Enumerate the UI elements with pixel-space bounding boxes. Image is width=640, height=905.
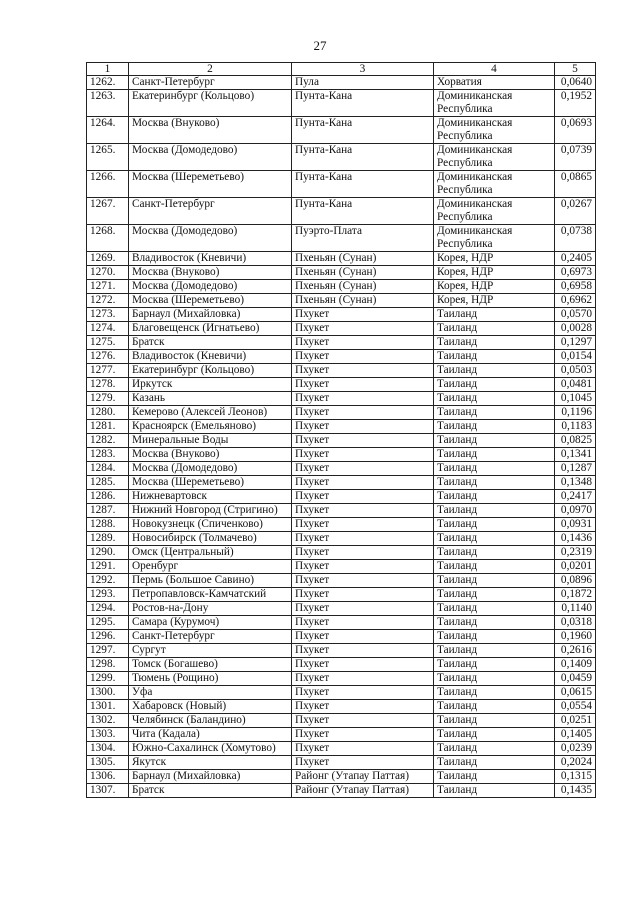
table-row [87,378,596,392]
coefficient-value: 0,0554 [555,700,596,714]
destination-country: Таиланд [434,658,555,672]
destination-country: Таиланд [434,672,555,686]
coefficient-value: 0,6962 [555,294,596,308]
departure-airport: Владивосток (Кневичи) [129,350,292,364]
destination-city: Пхукет [292,672,434,686]
table-row [87,728,596,742]
destination-country: Таиланд [434,574,555,588]
departure-airport: Пермь (Большое Савино) [129,574,292,588]
destination-country: Хорватия [434,76,555,90]
departure-airport: Ростов-на-Дону [129,602,292,616]
table-row [87,630,596,644]
destination-country: Таиланд [434,406,555,420]
table-row [87,672,596,686]
coefficient-value: 0,0865 [555,171,596,198]
destination-country: Корея, НДР [434,266,555,280]
row-number: 1298. [87,658,129,672]
table-row [87,532,596,546]
destination-country: Таиланд [434,476,555,490]
departure-airport: Сургут [129,644,292,658]
destination-city: Пхукет [292,434,434,448]
departure-airport: Москва (Домодедово) [129,225,292,252]
table-row [87,406,596,420]
destination-country: Доминиканская Республика [434,225,555,252]
destination-country: Таиланд [434,518,555,532]
row-number: 1265. [87,144,129,171]
table-row [87,198,596,225]
coefficient-value: 0,0028 [555,322,596,336]
table-row [87,350,596,364]
coefficient-value: 0,0239 [555,742,596,756]
row-number: 1295. [87,616,129,630]
table-row [87,588,596,602]
table-row [87,476,596,490]
table-row [87,504,596,518]
destination-country: Таиланд [434,560,555,574]
departure-airport: Самара (Курумоч) [129,616,292,630]
destination-country: Таиланд [434,308,555,322]
table-row [87,770,596,784]
table-row [87,546,596,560]
coefficient-value: 0,0570 [555,308,596,322]
row-number: 1285. [87,476,129,490]
destination-city: Пхукет [292,490,434,504]
destination-country: Таиланд [434,532,555,546]
coefficient-value: 0,0693 [555,117,596,144]
column-header: 4 [434,63,555,76]
coefficient-value: 0,0825 [555,434,596,448]
destination-city: Пунта-Кана [292,144,434,171]
departure-airport: Москва (Домодедово) [129,280,292,294]
coefficient-value: 0,2405 [555,252,596,266]
table-row [87,420,596,434]
row-number: 1296. [87,630,129,644]
coefficient-value: 0,0931 [555,518,596,532]
row-number: 1294. [87,602,129,616]
table-header-row [87,63,596,76]
coefficient-value: 0,1348 [555,476,596,490]
destination-country: Таиланд [434,588,555,602]
table-row [87,462,596,476]
table-row [87,434,596,448]
table-body [87,76,596,798]
coefficient-value: 0,0970 [555,504,596,518]
row-number: 1290. [87,546,129,560]
coefficient-value: 0,1436 [555,532,596,546]
destination-city: Пунта-Кана [292,90,434,117]
row-number: 1274. [87,322,129,336]
coefficient-value: 0,0739 [555,144,596,171]
destination-city: Пунта-Кана [292,171,434,198]
departure-airport: Москва (Внуково) [129,117,292,144]
row-number: 1303. [87,728,129,742]
destination-city: Пхеньян (Сунан) [292,252,434,266]
row-number: 1269. [87,252,129,266]
departure-airport: Екатеринбург (Кольцово) [129,90,292,117]
row-number: 1292. [87,574,129,588]
destination-city: Пхукет [292,546,434,560]
destination-country: Доминиканская Республика [434,198,555,225]
departure-airport: Казань [129,392,292,406]
row-number: 1272. [87,294,129,308]
destination-city: Пунта-Кана [292,117,434,144]
departure-airport: Томск (Богашево) [129,658,292,672]
departure-airport: Москва (Шереметьево) [129,476,292,490]
destination-country: Таиланд [434,364,555,378]
destination-country: Таиланд [434,728,555,742]
destination-city: Пхукет [292,448,434,462]
destination-city: Пхукет [292,588,434,602]
table-row [87,742,596,756]
destination-city: Пхукет [292,350,434,364]
destination-country: Таиланд [434,770,555,784]
row-number: 1278. [87,378,129,392]
row-number: 1275. [87,336,129,350]
coefficient-value: 0,0267 [555,198,596,225]
coefficient-value: 0,1341 [555,448,596,462]
coefficient-value: 0,0896 [555,574,596,588]
row-number: 1281. [87,420,129,434]
table-row [87,616,596,630]
departure-airport: Кемерово (Алексей Леонов) [129,406,292,420]
departure-airport: Нижний Новгород (Стригино) [129,504,292,518]
row-number: 1284. [87,462,129,476]
row-number: 1273. [87,308,129,322]
destination-country: Корея, НДР [434,252,555,266]
table-row [87,266,596,280]
table-row [87,117,596,144]
destination-city: Пхукет [292,364,434,378]
table-row [87,574,596,588]
destination-country: Таиланд [434,630,555,644]
destination-country: Таиланд [434,336,555,350]
coefficient-value: 0,6958 [555,280,596,294]
departure-airport: Братск [129,784,292,798]
destination-country: Таиланд [434,616,555,630]
coefficient-value: 0,2417 [555,490,596,504]
column-header: 3 [292,63,434,76]
table-row [87,658,596,672]
departure-airport: Москва (Домодедово) [129,462,292,476]
destination-city: Пхукет [292,462,434,476]
departure-airport: Новокузнецк (Спиченково) [129,518,292,532]
departure-airport: Москва (Шереметьево) [129,294,292,308]
destination-city: Пхукет [292,728,434,742]
destination-city: Пуэрто-Плата [292,225,434,252]
destination-city: Пхукет [292,574,434,588]
coefficient-value: 0,2024 [555,756,596,770]
row-number: 1307. [87,784,129,798]
column-header: 1 [87,63,129,76]
departure-airport: Санкт-Петербург [129,198,292,225]
destination-country: Таиланд [434,504,555,518]
destination-city: Пхеньян (Сунан) [292,280,434,294]
coefficient-value: 0,1405 [555,728,596,742]
coefficient-value: 0,1183 [555,420,596,434]
departure-airport: Южно-Сахалинск (Хомутово) [129,742,292,756]
routes-table [86,62,596,798]
destination-city: Пхукет [292,742,434,756]
row-number: 1262. [87,76,129,90]
destination-country: Таиланд [434,784,555,798]
destination-country: Корея, НДР [434,294,555,308]
coefficient-value: 0,0615 [555,686,596,700]
coefficient-value: 0,1287 [555,462,596,476]
departure-airport: Москва (Шереметьево) [129,171,292,198]
destination-city: Пхукет [292,756,434,770]
coefficient-value: 0,0503 [555,364,596,378]
coefficient-value: 0,0154 [555,350,596,364]
table-row [87,686,596,700]
table-row [87,225,596,252]
coefficient-value: 0,0318 [555,616,596,630]
departure-airport: Челябинск (Баландино) [129,714,292,728]
departure-airport: Нижневартовск [129,490,292,504]
destination-country: Таиланд [434,546,555,560]
table-row [87,171,596,198]
table-row [87,784,596,798]
destination-country: Таиланд [434,686,555,700]
destination-city: Пхукет [292,714,434,728]
coefficient-value: 0,1435 [555,784,596,798]
row-number: 1279. [87,392,129,406]
coefficient-value: 0,6973 [555,266,596,280]
row-number: 1270. [87,266,129,280]
departure-airport: Иркутск [129,378,292,392]
destination-country: Таиланд [434,420,555,434]
coefficient-value: 0,1872 [555,588,596,602]
destination-country: Таиланд [434,462,555,476]
departure-airport: Красноярск (Емельяново) [129,420,292,434]
departure-airport: Благовещенск (Игнатьево) [129,322,292,336]
row-number: 1271. [87,280,129,294]
departure-airport: Оренбург [129,560,292,574]
destination-country: Таиланд [434,700,555,714]
destination-city: Пхеньян (Сунан) [292,294,434,308]
coefficient-value: 0,0201 [555,560,596,574]
destination-city: Пхукет [292,406,434,420]
departure-airport: Новосибирск (Толмачево) [129,532,292,546]
departure-airport: Уфа [129,686,292,700]
destination-city: Пхукет [292,560,434,574]
destination-city: Пхукет [292,644,434,658]
row-number: 1282. [87,434,129,448]
destination-city: Пхукет [292,476,434,490]
table-row [87,700,596,714]
table-row [87,90,596,117]
destination-country: Таиланд [434,322,555,336]
destination-city: Пхукет [292,686,434,700]
departure-airport: Москва (Внуково) [129,448,292,462]
coefficient-value: 0,0738 [555,225,596,252]
row-number: 1280. [87,406,129,420]
row-number: 1293. [87,588,129,602]
departure-airport: Санкт-Петербург [129,630,292,644]
table-row [87,756,596,770]
destination-city: Пхеньян (Сунан) [292,266,434,280]
departure-airport: Братск [129,336,292,350]
row-number: 1305. [87,756,129,770]
table-row [87,144,596,171]
coefficient-value: 0,1952 [555,90,596,117]
departure-airport: Минеральные Воды [129,434,292,448]
row-number: 1301. [87,700,129,714]
row-number: 1283. [87,448,129,462]
table-row [87,644,596,658]
row-number: 1276. [87,350,129,364]
row-number: 1300. [87,686,129,700]
coefficient-value: 0,0481 [555,378,596,392]
row-number: 1288. [87,518,129,532]
departure-airport: Москва (Домодедово) [129,144,292,171]
destination-country: Таиланд [434,644,555,658]
row-number: 1266. [87,171,129,198]
table-row [87,448,596,462]
table-row [87,490,596,504]
coefficient-value: 0,2616 [555,644,596,658]
row-number: 1291. [87,560,129,574]
coefficient-value: 0,1409 [555,658,596,672]
destination-city: Пхукет [292,504,434,518]
destination-country: Таиланд [434,490,555,504]
departure-airport: Владивосток (Кневичи) [129,252,292,266]
destination-country: Таиланд [434,392,555,406]
departure-airport: Барнаул (Михайловка) [129,308,292,322]
destination-country: Таиланд [434,378,555,392]
column-header: 2 [129,63,292,76]
table-row [87,602,596,616]
destination-city: Пхукет [292,602,434,616]
destination-country: Таиланд [434,756,555,770]
row-number: 1289. [87,532,129,546]
coefficient-value: 0,2319 [555,546,596,560]
column-header: 5 [555,63,596,76]
destination-country: Таиланд [434,742,555,756]
destination-country: Доминиканская Республика [434,171,555,198]
table-row [87,392,596,406]
destination-city: Пхукет [292,378,434,392]
destination-country: Таиланд [434,350,555,364]
destination-city: Пхукет [292,700,434,714]
coefficient-value: 0,1045 [555,392,596,406]
row-number: 1268. [87,225,129,252]
destination-country: Таиланд [434,714,555,728]
row-number: 1304. [87,742,129,756]
destination-city: Пунта-Кана [292,198,434,225]
destination-country: Доминиканская Республика [434,90,555,117]
departure-airport: Екатеринбург (Кольцово) [129,364,292,378]
table-row [87,336,596,350]
destination-country: Таиланд [434,602,555,616]
destination-country: Корея, НДР [434,280,555,294]
table-row [87,714,596,728]
row-number: 1299. [87,672,129,686]
coefficient-value: 0,1140 [555,602,596,616]
coefficient-value: 0,1297 [555,336,596,350]
row-number: 1286. [87,490,129,504]
page-number: 27 [313,38,327,53]
destination-city: Пхукет [292,532,434,546]
destination-city: Районг (Утапау Паттая) [292,784,434,798]
destination-city: Пхукет [292,308,434,322]
row-number: 1264. [87,117,129,144]
departure-airport: Санкт-Петербург [129,76,292,90]
destination-city: Пхукет [292,616,434,630]
table-row [87,252,596,266]
table-row [87,76,596,90]
destination-city: Районг (Утапау Паттая) [292,770,434,784]
row-number: 1277. [87,364,129,378]
destination-city: Пула [292,76,434,90]
row-number: 1287. [87,504,129,518]
row-number: 1297. [87,644,129,658]
destination-country: Доминиканская Республика [434,117,555,144]
departure-airport: Якутск [129,756,292,770]
row-number: 1263. [87,90,129,117]
departure-airport: Москва (Внуково) [129,266,292,280]
departure-airport: Барнаул (Михайловка) [129,770,292,784]
destination-city: Пхукет [292,518,434,532]
table-row [87,518,596,532]
destination-city: Пхукет [292,336,434,350]
destination-country: Доминиканская Республика [434,144,555,171]
destination-country: Таиланд [434,434,555,448]
destination-city: Пхукет [292,658,434,672]
departure-airport: Омск (Центральный) [129,546,292,560]
destination-city: Пхукет [292,392,434,406]
departure-airport: Тюмень (Рощино) [129,672,292,686]
coefficient-value: 0,1196 [555,406,596,420]
table-row [87,560,596,574]
coefficient-value: 0,0640 [555,76,596,90]
table-row [87,308,596,322]
coefficient-value: 0,0251 [555,714,596,728]
destination-city: Пхукет [292,630,434,644]
table-row [87,280,596,294]
departure-airport: Чита (Кадала) [129,728,292,742]
destination-city: Пхукет [292,420,434,434]
table-row [87,322,596,336]
table-row [87,364,596,378]
destination-city: Пхукет [292,322,434,336]
destination-country: Таиланд [434,448,555,462]
coefficient-value: 0,0459 [555,672,596,686]
coefficient-value: 0,1315 [555,770,596,784]
table-row [87,294,596,308]
row-number: 1267. [87,198,129,225]
departure-airport: Хабаровск (Новый) [129,700,292,714]
departure-airport: Петропавловск-Камчатский [129,588,292,602]
row-number: 1306. [87,770,129,784]
coefficient-value: 0,1960 [555,630,596,644]
row-number: 1302. [87,714,129,728]
